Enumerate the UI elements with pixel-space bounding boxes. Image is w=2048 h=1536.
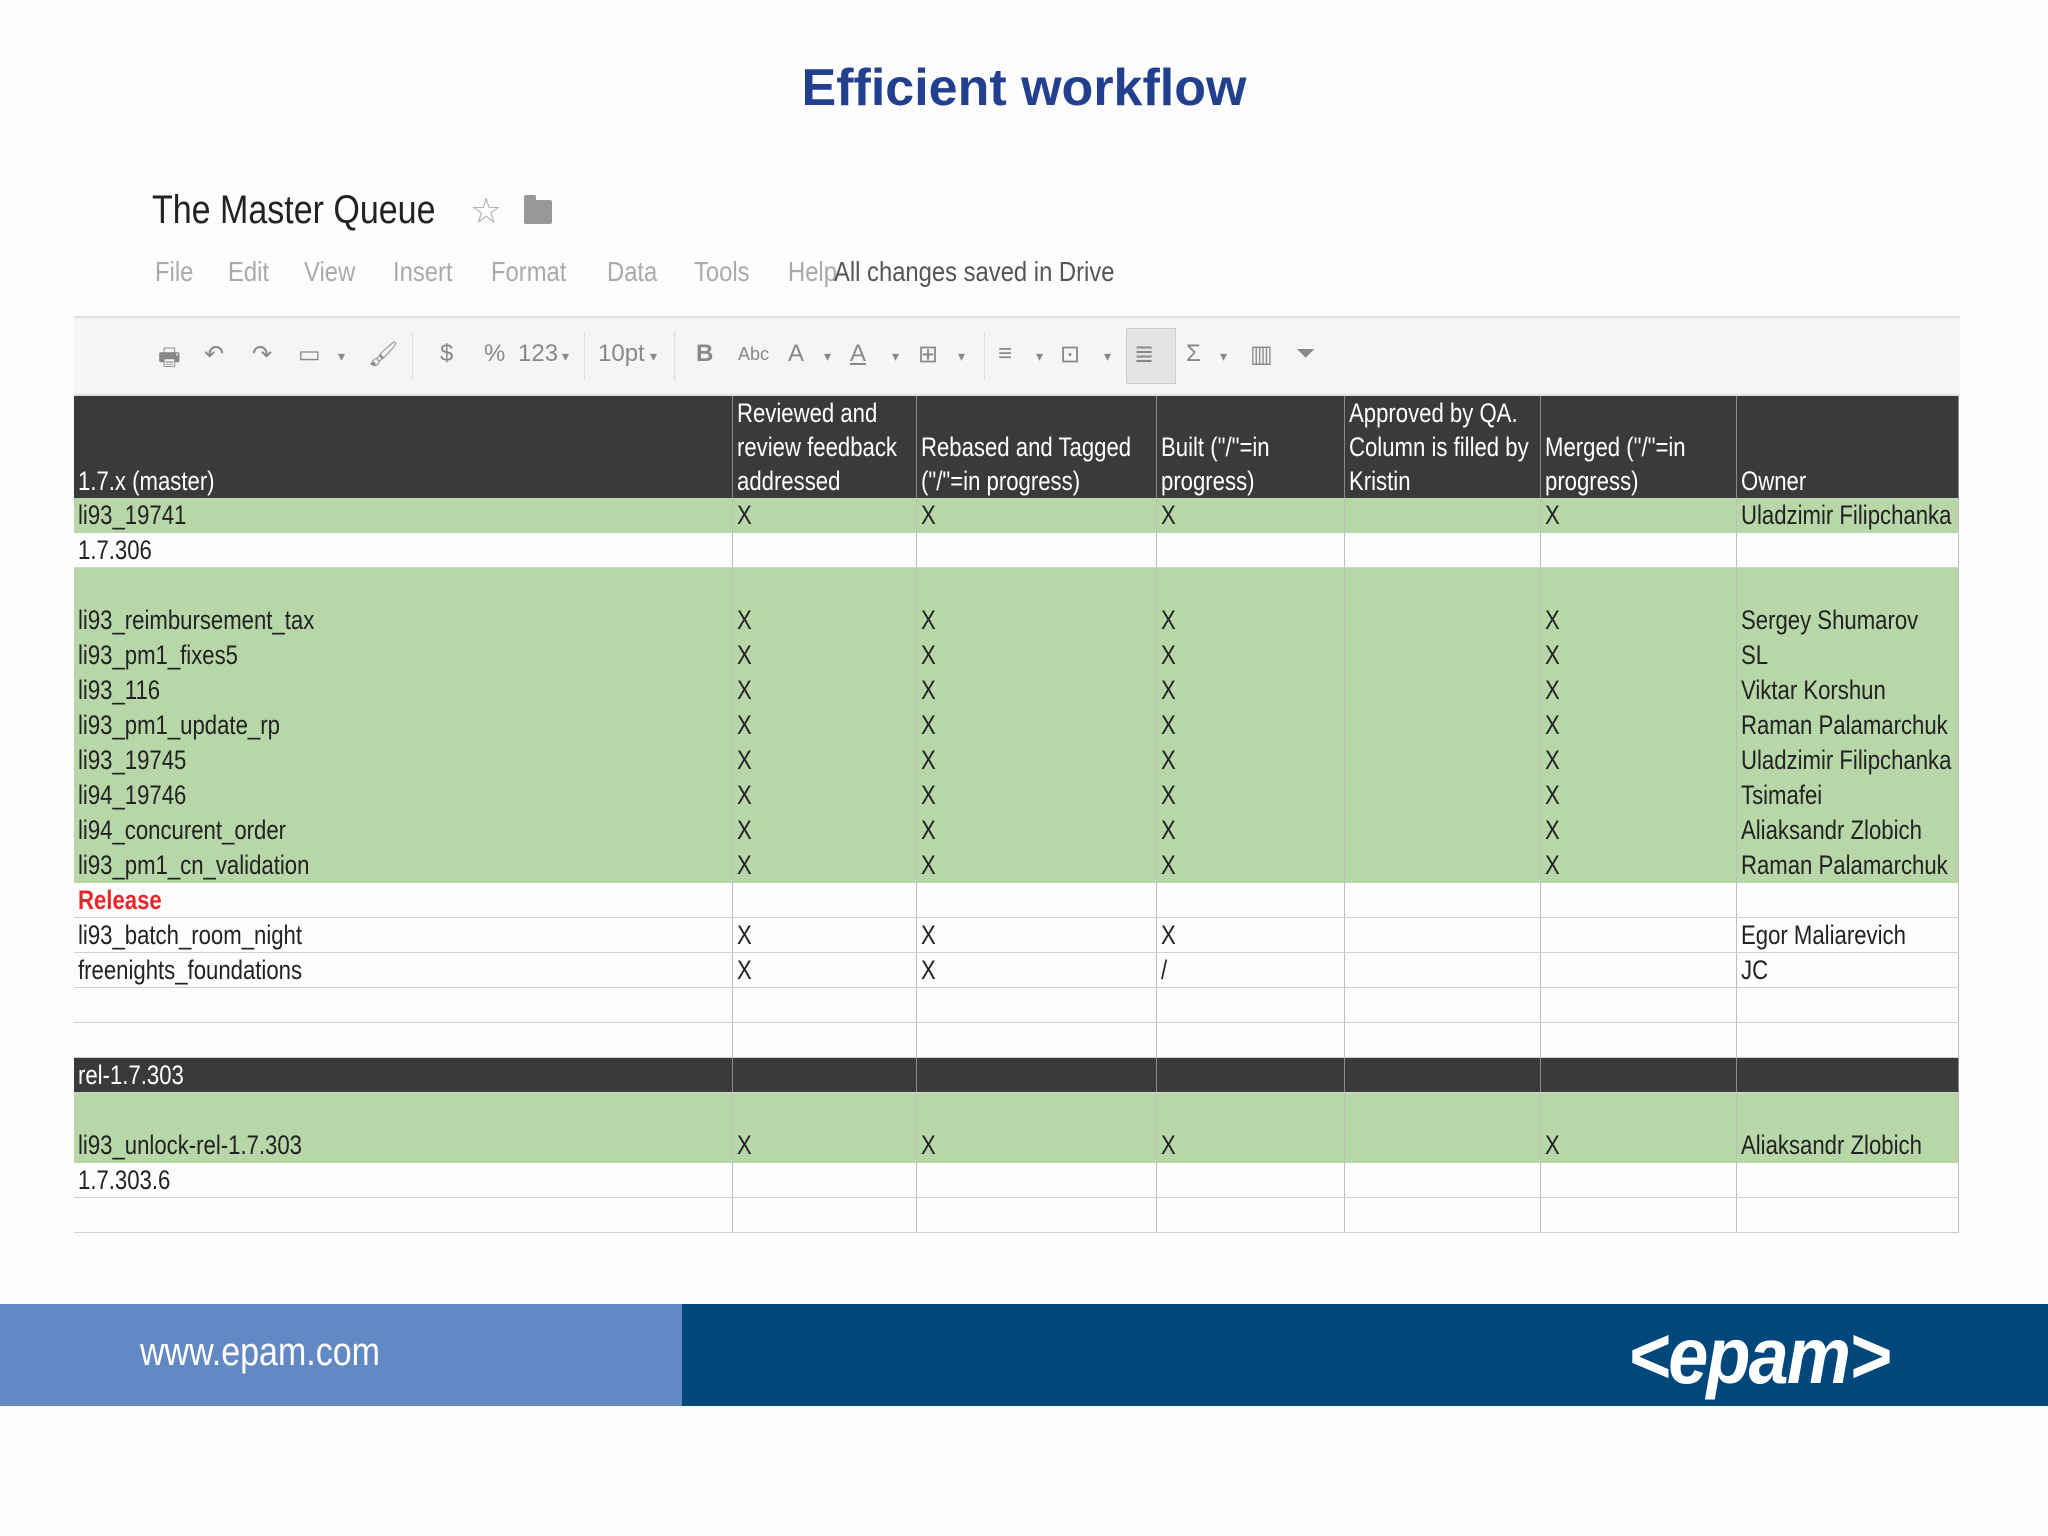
table-row bbox=[74, 1093, 1958, 1128]
table-row bbox=[74, 1023, 1958, 1058]
header-cell[interactable]: Built ("/"=in progress) bbox=[1156, 396, 1344, 498]
menu-bar bbox=[155, 256, 873, 288]
divider bbox=[674, 332, 675, 380]
table-cell[interactable]: Uladzimir Filipchanka bbox=[1736, 498, 1958, 533]
table-cell[interactable]: X bbox=[732, 673, 916, 708]
table-cell[interactable]: li93_batch_room_night bbox=[74, 918, 732, 953]
table-cell[interactable]: X bbox=[732, 778, 916, 813]
table-cell[interactable] bbox=[1736, 1058, 1958, 1093]
table-cell[interactable]: Release bbox=[74, 883, 732, 918]
document-title[interactable]: The Master Queue bbox=[152, 188, 436, 232]
toolbar bbox=[74, 316, 1960, 396]
menu-data[interactable]: Data bbox=[607, 256, 658, 287]
table-cell[interactable] bbox=[1540, 883, 1736, 918]
table-cell[interactable] bbox=[1344, 708, 1540, 743]
table-cell[interactable] bbox=[1344, 568, 1540, 603]
align-left-icon[interactable]: ≡ bbox=[998, 340, 1013, 367]
table-cell[interactable] bbox=[1156, 1163, 1344, 1198]
header-cell[interactable]: Rebased and Tagged ("/"=in progress) bbox=[916, 396, 1156, 498]
table-cell[interactable] bbox=[732, 533, 916, 568]
table-cell[interactable]: Raman Palamarchuk bbox=[1736, 708, 1958, 743]
table-cell[interactable] bbox=[1540, 988, 1736, 1023]
divider bbox=[584, 332, 585, 380]
table-cell[interactable]: li94_concurent_order bbox=[74, 813, 732, 848]
table-cell[interactable] bbox=[1540, 953, 1736, 988]
table-cell[interactable]: X bbox=[916, 918, 1156, 953]
table-cell[interactable]: X bbox=[1540, 848, 1736, 883]
menu-insert[interactable]: Insert bbox=[392, 256, 453, 287]
table-cell[interactable]: X bbox=[1540, 673, 1736, 708]
table-cell[interactable] bbox=[1344, 1198, 1540, 1233]
table-cell[interactable] bbox=[1344, 988, 1540, 1023]
table-row bbox=[74, 1163, 1958, 1198]
table-cell[interactable]: li93_pm1_update_rp bbox=[74, 708, 732, 743]
spreadsheet-grid bbox=[74, 396, 1959, 1233]
table-cell[interactable] bbox=[1344, 638, 1540, 673]
table-cell[interactable]: X bbox=[1156, 638, 1344, 673]
chevron-down-icon[interactable]: ▾ bbox=[562, 348, 570, 364]
table-cell[interactable] bbox=[1736, 1163, 1958, 1198]
table-cell[interactable] bbox=[1344, 778, 1540, 813]
table-cell[interactable] bbox=[1156, 883, 1344, 918]
table-cell[interactable]: freenights_foundations bbox=[74, 953, 732, 988]
table-cell[interactable]: X bbox=[1540, 743, 1736, 778]
table-cell[interactable] bbox=[916, 883, 1156, 918]
table-cell[interactable]: X bbox=[916, 813, 1156, 848]
table-cell[interactable]: X bbox=[1156, 848, 1344, 883]
table-cell[interactable] bbox=[1736, 988, 1958, 1023]
divider bbox=[984, 332, 985, 380]
table-cell[interactable] bbox=[1540, 1198, 1736, 1233]
table-cell[interactable]: JC bbox=[1736, 953, 1958, 988]
table-cell[interactable]: Sergey Shumarov bbox=[1736, 603, 1958, 638]
table-cell[interactable] bbox=[1540, 1163, 1736, 1198]
paste-icon[interactable]: ▭ bbox=[298, 341, 321, 368]
table-cell[interactable] bbox=[1540, 1023, 1736, 1058]
chevron-down-icon[interactable]: ▾ bbox=[1036, 348, 1044, 364]
table-cell[interactable]: X bbox=[916, 743, 1156, 778]
table-cell[interactable]: X bbox=[916, 778, 1156, 813]
table-row bbox=[74, 883, 1958, 918]
text-color-button[interactable]: A bbox=[788, 340, 805, 367]
table-cell[interactable] bbox=[1156, 1093, 1344, 1128]
table-row bbox=[74, 708, 1958, 743]
table-cell[interactable]: li93_pm1_cn_validation bbox=[74, 848, 732, 883]
table-cell[interactable]: X bbox=[1540, 708, 1736, 743]
table-cell[interactable] bbox=[1736, 568, 1958, 603]
header-cell[interactable]: Owner bbox=[1736, 396, 1958, 498]
table-cell[interactable]: li94_19746 bbox=[74, 778, 732, 813]
borders-icon[interactable]: ⊞ bbox=[918, 341, 939, 368]
table-cell[interactable] bbox=[732, 1163, 916, 1198]
table-cell[interactable]: li93_19745 bbox=[74, 743, 732, 778]
chevron-down-icon[interactable]: ▾ bbox=[338, 348, 346, 364]
table-cell[interactable] bbox=[74, 1093, 732, 1128]
table-row bbox=[74, 533, 1958, 568]
table-cell[interactable] bbox=[916, 533, 1156, 568]
divider bbox=[412, 332, 413, 380]
table-cell[interactable]: X bbox=[916, 603, 1156, 638]
table-cell[interactable] bbox=[1540, 1058, 1736, 1093]
menu-tools[interactable]: Tools bbox=[694, 256, 751, 287]
table-cell[interactable] bbox=[1344, 673, 1540, 708]
table-row bbox=[74, 1058, 1958, 1093]
filter-icon[interactable]: ⏷ bbox=[1296, 340, 1316, 367]
table-cell[interactable]: X bbox=[1156, 743, 1344, 778]
table-cell[interactable]: Aliaksandr Zlobich bbox=[1736, 1128, 1958, 1163]
table-cell[interactable] bbox=[1156, 1198, 1344, 1233]
table-cell[interactable] bbox=[1344, 1093, 1540, 1128]
table-cell[interactable]: X bbox=[732, 498, 916, 533]
table-cell[interactable] bbox=[916, 1198, 1156, 1233]
table-cell[interactable] bbox=[1156, 533, 1344, 568]
table-cell[interactable] bbox=[916, 568, 1156, 603]
table-row bbox=[74, 673, 1958, 708]
table-cell[interactable] bbox=[1156, 1058, 1344, 1093]
table-cell[interactable] bbox=[1736, 883, 1958, 918]
table-row bbox=[74, 743, 1958, 778]
table-cell[interactable] bbox=[74, 988, 732, 1023]
table-cell[interactable] bbox=[1156, 988, 1344, 1023]
chevron-down-icon[interactable]: ▾ bbox=[1104, 348, 1112, 364]
slide-title: Efficient workflow bbox=[801, 59, 1247, 117]
table-cell[interactable]: Egor Maliarevich bbox=[1736, 918, 1958, 953]
star-icon[interactable]: ☆ bbox=[470, 190, 503, 231]
table-cell[interactable] bbox=[732, 883, 916, 918]
table-row bbox=[74, 988, 1958, 1023]
table-cell[interactable] bbox=[1344, 918, 1540, 953]
chevron-down-icon[interactable]: ▾ bbox=[958, 348, 966, 364]
menu-edit[interactable]: Edit bbox=[228, 256, 270, 287]
table-cell[interactable] bbox=[732, 1198, 916, 1233]
table-cell[interactable] bbox=[1344, 743, 1540, 778]
table-cell[interactable]: SL bbox=[1736, 638, 1958, 673]
table-cell[interactable]: X bbox=[1156, 673, 1344, 708]
table-cell[interactable]: X bbox=[1156, 1128, 1344, 1163]
currency-button[interactable]: $ bbox=[440, 340, 454, 367]
table-cell[interactable]: li93_19741 bbox=[74, 498, 732, 533]
table-cell[interactable]: Raman Palamarchuk bbox=[1736, 848, 1958, 883]
font-size-select[interactable]: 10pt bbox=[598, 340, 645, 367]
table-cell[interactable]: li93_pm1_fixes5 bbox=[74, 638, 732, 673]
table-cell[interactable] bbox=[732, 988, 916, 1023]
table-cell[interactable] bbox=[1344, 953, 1540, 988]
wrap-text-icon[interactable]: ≣ bbox=[1134, 341, 1155, 368]
table-cell[interactable]: X bbox=[916, 1128, 1156, 1163]
chart-icon[interactable]: ▥ bbox=[1250, 341, 1273, 368]
table-cell[interactable] bbox=[1156, 568, 1344, 603]
table-cell[interactable]: X bbox=[732, 603, 916, 638]
menu-format[interactable]: Format bbox=[490, 256, 566, 287]
table-cell[interactable]: / bbox=[1156, 953, 1344, 988]
bold-button[interactable]: B bbox=[696, 340, 714, 367]
table-cell[interactable] bbox=[1736, 533, 1958, 568]
table-cell[interactable]: X bbox=[1156, 778, 1344, 813]
header-cell[interactable]: Approved by QA. Column is filled by Kristin bbox=[1344, 396, 1540, 498]
table-cell[interactable]: X bbox=[916, 638, 1156, 673]
table-cell[interactable]: X bbox=[1540, 603, 1736, 638]
table-cell[interactable]: X bbox=[732, 1128, 916, 1163]
table-cell[interactable] bbox=[732, 1023, 916, 1058]
table-row bbox=[74, 1198, 1958, 1233]
table-cell[interactable]: X bbox=[1540, 498, 1736, 533]
table-cell[interactable] bbox=[1736, 1198, 1958, 1233]
number-format-button[interactable]: 123 bbox=[518, 340, 559, 367]
paint-format-icon[interactable]: 🖌 bbox=[368, 341, 399, 368]
table-row bbox=[74, 848, 1958, 883]
sum-button[interactable]: Σ bbox=[1186, 340, 1201, 367]
menu-help[interactable]: Help bbox=[787, 256, 837, 287]
table-cell[interactable] bbox=[1344, 603, 1540, 638]
table-cell[interactable]: Aliaksandr Zlobich bbox=[1736, 813, 1958, 848]
table-cell[interactable]: X bbox=[732, 743, 916, 778]
table-row bbox=[74, 638, 1958, 673]
header-cell[interactable]: Reviewed and review feedback addressed bbox=[732, 396, 916, 498]
table-cell[interactable] bbox=[1344, 533, 1540, 568]
table-cell[interactable] bbox=[916, 1163, 1156, 1198]
table-cell[interactable]: X bbox=[732, 953, 916, 988]
table-cell[interactable] bbox=[1736, 1093, 1958, 1128]
header-cell[interactable]: 1.7.x (master) bbox=[74, 396, 732, 498]
table-cell[interactable] bbox=[1344, 848, 1540, 883]
menu-file[interactable]: File bbox=[155, 256, 194, 287]
table-cell[interactable] bbox=[916, 988, 1156, 1023]
table-cell[interactable] bbox=[74, 568, 732, 603]
table-cell[interactable]: X bbox=[1156, 498, 1344, 533]
table-row bbox=[74, 1128, 1958, 1163]
table-cell[interactable] bbox=[1540, 533, 1736, 568]
table-cell[interactable] bbox=[916, 1023, 1156, 1058]
table-row bbox=[74, 498, 1958, 533]
table-cell[interactable]: X bbox=[732, 918, 916, 953]
table-cell[interactable] bbox=[916, 1093, 1156, 1128]
table-cell[interactable]: X bbox=[732, 708, 916, 743]
menu-view[interactable]: View bbox=[304, 256, 356, 287]
table-row bbox=[74, 813, 1958, 848]
table-row bbox=[74, 953, 1958, 988]
table-cell[interactable] bbox=[74, 1198, 732, 1233]
table-cell[interactable]: X bbox=[916, 708, 1156, 743]
table-cell[interactable]: X bbox=[732, 638, 916, 673]
chevron-down-icon[interactable]: ▾ bbox=[650, 348, 658, 364]
header-row bbox=[74, 396, 1958, 498]
table-cell[interactable]: Uladzimir Filipchanka bbox=[1736, 743, 1958, 778]
chevron-down-icon[interactable]: ▾ bbox=[1220, 348, 1228, 364]
table-cell[interactable] bbox=[732, 1093, 916, 1128]
table-cell[interactable] bbox=[1540, 918, 1736, 953]
header-cell[interactable]: Merged ("/"=in progress) bbox=[1540, 396, 1736, 498]
table-cell[interactable] bbox=[1344, 1163, 1540, 1198]
table-cell[interactable]: X bbox=[1156, 813, 1344, 848]
table-cell[interactable]: X bbox=[916, 498, 1156, 533]
percent-button[interactable]: % bbox=[484, 340, 506, 367]
table-cell[interactable] bbox=[1344, 1128, 1540, 1163]
table-cell[interactable] bbox=[1344, 813, 1540, 848]
table-cell[interactable]: X bbox=[1156, 708, 1344, 743]
table-cell[interactable]: X bbox=[732, 813, 916, 848]
table-cell[interactable]: 1.7.303.6 bbox=[74, 1163, 732, 1198]
table-cell[interactable]: X bbox=[916, 953, 1156, 988]
undo-icon[interactable]: ↶ bbox=[204, 341, 225, 368]
table-cell[interactable] bbox=[1736, 1023, 1958, 1058]
table-cell[interactable]: X bbox=[916, 848, 1156, 883]
footer-url[interactable]: www.epam.com bbox=[140, 1330, 380, 1374]
table-cell[interactable] bbox=[1156, 1023, 1344, 1058]
table-cell[interactable] bbox=[732, 1058, 916, 1093]
table-cell[interactable] bbox=[74, 1023, 732, 1058]
table-row bbox=[74, 918, 1958, 953]
chevron-down-icon[interactable]: ▾ bbox=[892, 348, 900, 364]
table-cell[interactable]: Viktar Korshun bbox=[1736, 673, 1958, 708]
table-row bbox=[74, 603, 1958, 638]
table-cell[interactable] bbox=[732, 568, 916, 603]
save-status: All changes saved in Drive bbox=[834, 256, 1115, 287]
strikethrough-button[interactable]: Abc bbox=[738, 344, 770, 364]
table-cell[interactable]: rel-1.7.303 bbox=[74, 1058, 732, 1093]
table-cell[interactable] bbox=[1344, 498, 1540, 533]
table-cell[interactable] bbox=[1344, 1058, 1540, 1093]
table-cell[interactable] bbox=[1540, 1093, 1736, 1128]
table-cell[interactable]: X bbox=[1156, 603, 1344, 638]
table-cell[interactable]: li93_116 bbox=[74, 673, 732, 708]
chevron-down-icon[interactable]: ▾ bbox=[824, 348, 832, 364]
table-cell[interactable]: X bbox=[1540, 1128, 1736, 1163]
table-cell[interactable] bbox=[1344, 883, 1540, 918]
table-cell[interactable]: X bbox=[732, 848, 916, 883]
table-cell[interactable] bbox=[1344, 1023, 1540, 1058]
table-cell[interactable]: X bbox=[1540, 638, 1736, 673]
redo-icon[interactable]: ↷ bbox=[252, 341, 273, 368]
table-cell[interactable]: li93_unlock-rel-1.7.303 bbox=[74, 1128, 732, 1163]
folder-icon[interactable] bbox=[524, 200, 552, 224]
fill-color-icon[interactable]: A bbox=[850, 340, 867, 367]
table-cell[interactable]: X bbox=[1540, 778, 1736, 813]
table-cell[interactable] bbox=[1540, 568, 1736, 603]
table-cell[interactable]: X bbox=[1540, 813, 1736, 848]
merge-cells-icon[interactable]: ⊡ bbox=[1060, 341, 1081, 368]
print-icon[interactable]: 🖶 bbox=[158, 344, 181, 371]
table-row bbox=[74, 778, 1958, 813]
table-cell[interactable]: li93_reimbursement_tax bbox=[74, 603, 732, 638]
table-cell[interactable]: 1.7.306 bbox=[74, 533, 732, 568]
table-cell[interactable] bbox=[916, 1058, 1156, 1093]
table-row bbox=[74, 568, 1958, 603]
table-cell[interactable]: X bbox=[1156, 918, 1344, 953]
table-cell[interactable]: Tsimafei bbox=[1736, 778, 1958, 813]
epam-logo: <epam> bbox=[1628, 1311, 1890, 1400]
table-cell[interactable]: X bbox=[916, 673, 1156, 708]
